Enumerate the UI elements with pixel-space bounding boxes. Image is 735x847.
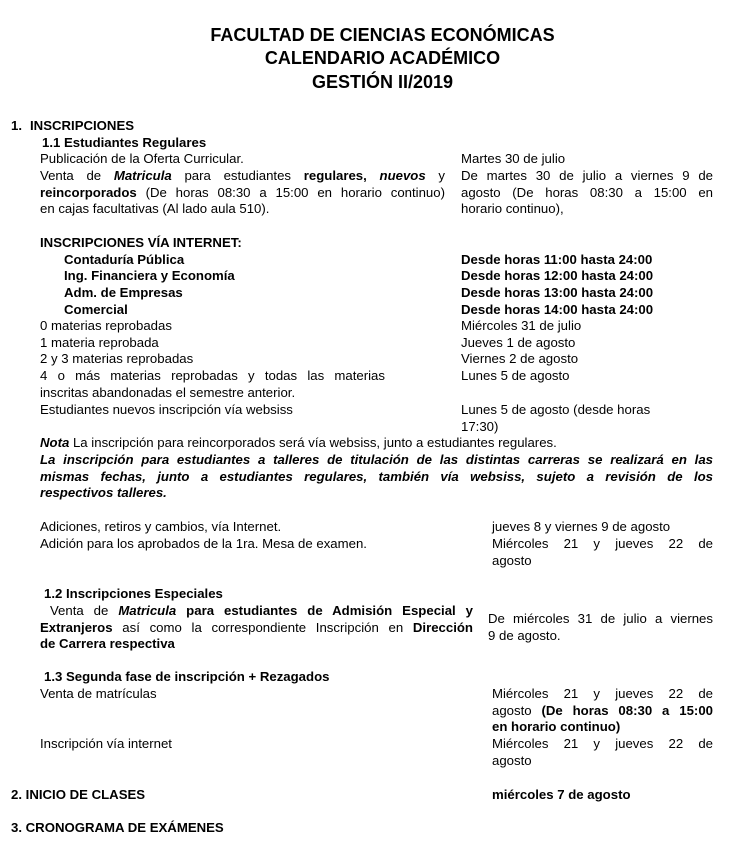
adiciones-date: jueves 8 y viernes 9 de agosto bbox=[492, 519, 671, 534]
career-hours: Desde horas 14:00 hasta 24:00 bbox=[461, 302, 654, 317]
reprob-label: 2 y 3 materias reprobadas bbox=[40, 351, 194, 366]
nuevos-label: Estudiantes nuevos inscripción vía websiss bbox=[40, 402, 293, 417]
career-name: Contaduría Pública bbox=[64, 252, 185, 267]
venta-matricula-text: Venta de Matricula para estudiantes regulares, nuevos y reincorporados (De horas 08:30 a 15:00 en horario continuo) en cajas facultativas (Al lado aula 510). bbox=[40, 168, 445, 216]
venta-matriculas-date: Miércoles 21 y jueves 22 de agosto (De horas 08:30 a 15:00 en horario continuo) bbox=[492, 686, 713, 734]
adiciones-label: Adiciones, retiros y cambios, vía Internet. bbox=[40, 519, 282, 534]
subsection-1-3-title: 1.3 Segunda fase de inscripción + Rezagados bbox=[44, 669, 330, 684]
subsection-1-1-title: 1.1 Estudiantes Regulares bbox=[42, 135, 207, 150]
venta-matricula-date: De martes 30 de julio a viernes 9 de agosto (De horas 08:30 a 15:00 en horario continuo), bbox=[461, 168, 713, 216]
inscripcion-internet-date: Miércoles 21 y jueves 22 de agosto bbox=[492, 736, 713, 768]
adicion-mesa-date: Miércoles 21 y jueves 22 de agosto bbox=[492, 536, 713, 568]
adicion-mesa-label: Adición para los aprobados de la 1ra. Mesa de examen. bbox=[40, 536, 367, 551]
career-name: Adm. de Empresas bbox=[64, 285, 183, 300]
oferta-label: Publicación de la Oferta Curricular. bbox=[40, 151, 244, 166]
subsection-1-2-title: 1.2 Inscripciones Especiales bbox=[44, 586, 223, 601]
section-2-title: 2. INICIO DE CLASES bbox=[11, 787, 146, 802]
section-1-number: 1. bbox=[11, 118, 22, 133]
especiales-text: Venta de Matricula para estudiantes de Admisión Especial y Extranjeros así como la correspondiente Inscripción en Dirección de Carrera respectiva bbox=[40, 603, 473, 651]
career-hours: Desde horas 13:00 hasta 24:00 bbox=[461, 285, 654, 300]
header-line-2: CALENDARIO ACADÉMICO bbox=[264, 48, 501, 68]
reprob-4-date: Lunes 5 de agosto bbox=[461, 368, 570, 383]
reprob-label: 1 materia reprobada bbox=[40, 335, 159, 350]
section-2-date: miércoles 7 de agosto bbox=[492, 787, 631, 802]
especiales-date: De miércoles 31 de julio a viernes 9 de agosto. bbox=[488, 611, 713, 643]
reprob-date: Miércoles 31 de julio bbox=[461, 318, 582, 333]
career-hours: Desde horas 11:00 hasta 24:00 bbox=[461, 252, 653, 267]
header-line-3: GESTIÓN II/2019 bbox=[311, 72, 454, 92]
reprob-date: Viernes 2 de agosto bbox=[461, 351, 579, 366]
inscripciones-internet-title: INSCRIPCIONES VÍA INTERNET: bbox=[40, 235, 242, 250]
career-name: Ing. Financiera y Economía bbox=[64, 268, 235, 283]
nota-text: Nota La inscripción para reincorporados será vía websiss, junto a estudiantes regulares. bbox=[40, 435, 557, 450]
section-1-title: INSCRIPCIONES bbox=[30, 118, 135, 133]
reprob-date: Jueves 1 de agosto bbox=[461, 335, 576, 350]
venta-matriculas-label: Venta de matrículas bbox=[40, 686, 157, 701]
section-3-title: 3. CRONOGRAMA DE EXÁMENES bbox=[11, 820, 224, 835]
header-line-1: FACULTAD DE CIENCIAS ECONÓMICAS bbox=[210, 25, 555, 45]
reprob-label: 0 materias reprobadas bbox=[40, 318, 172, 333]
talleres-note: La inscripción para estudiantes a talleres de titulación de las distintas carreras se realizará en las mismas fechas, junto a estudiantes regulares, también vía websiss, sujeto a revisión de los respectivos talleres. bbox=[40, 452, 713, 500]
career-hours: Desde horas 12:00 hasta 24:00 bbox=[461, 268, 654, 283]
reprob-4-label: 4 o más materias reprobadas y todas las materias inscritas abandonadas el semestre anterior. bbox=[40, 368, 385, 400]
nuevos-date: Lunes 5 de agosto (desde horas 17:30) bbox=[461, 402, 651, 434]
section-1-heading bbox=[11, 118, 134, 135]
inscripcion-internet-label: Inscripción vía internet bbox=[40, 736, 172, 751]
career-name: Comercial bbox=[64, 302, 128, 317]
oferta-date: Martes 30 de julio bbox=[461, 151, 566, 166]
